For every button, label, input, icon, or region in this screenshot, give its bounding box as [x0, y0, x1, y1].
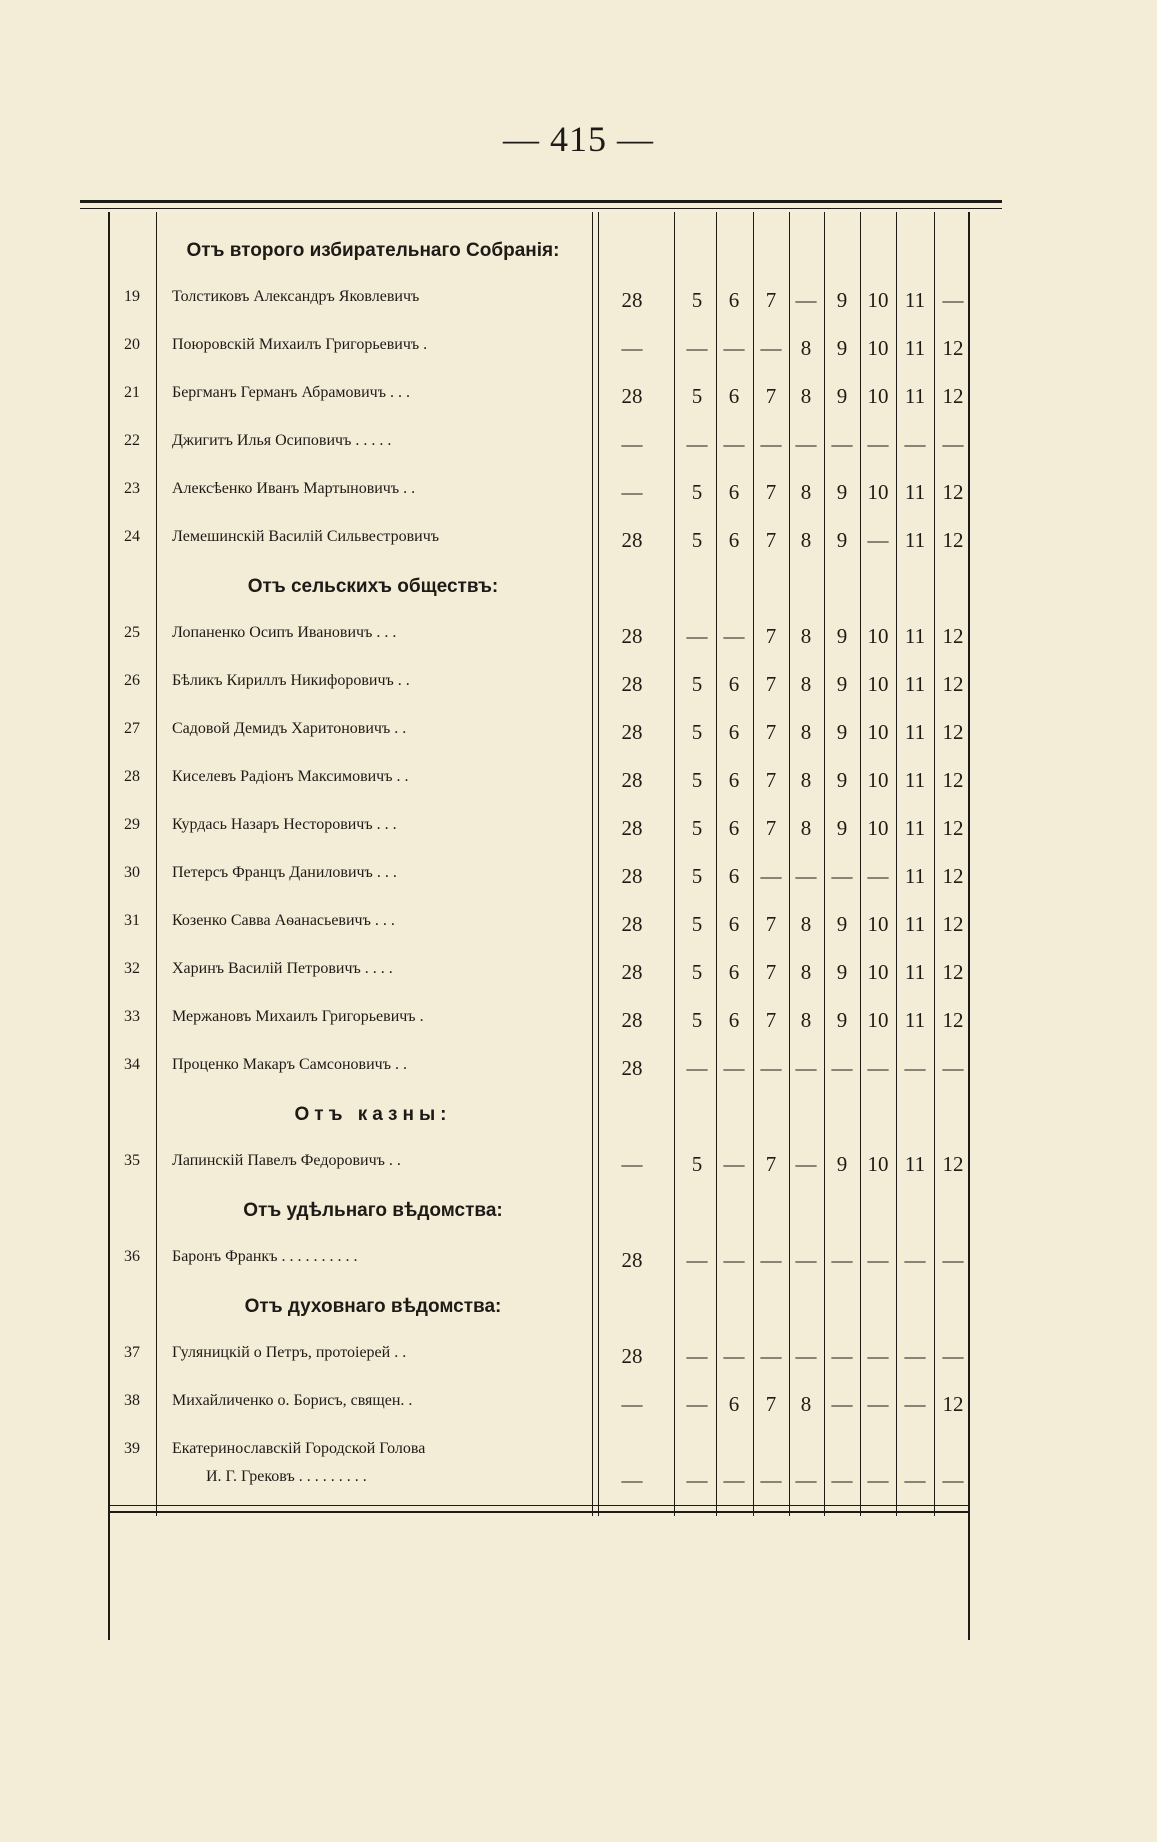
value-cell: — — [686, 1392, 708, 1416]
value-cell: — — [904, 1392, 926, 1416]
value-cell: 28 — [621, 816, 643, 840]
row-number: 38 — [124, 1392, 140, 1409]
value-cell: 11 — [904, 1152, 926, 1176]
value-cell: 28 — [621, 528, 643, 552]
column-rule — [156, 212, 157, 1516]
value-cell: — — [760, 1344, 782, 1368]
value-cell: 28 — [621, 1056, 643, 1080]
value-cell: — — [795, 1152, 817, 1176]
bottom-rule — [108, 1511, 968, 1513]
value-cell: — — [760, 1056, 782, 1080]
value-cell: 5 — [691, 528, 703, 552]
value-cell: 9 — [836, 624, 848, 648]
value-cell: 10 — [867, 816, 889, 840]
value-cell: — — [867, 1056, 889, 1080]
row-number: 31 — [124, 912, 140, 929]
value-cell: 6 — [728, 288, 740, 312]
value-cell: — — [867, 1468, 889, 1492]
value-cell: 8 — [800, 1392, 812, 1416]
member-name: Садовой Демидъ Харитоновичъ . . — [172, 720, 407, 737]
row-number: 29 — [124, 816, 140, 833]
row-number: 34 — [124, 1056, 140, 1073]
value-cell: — — [831, 1392, 853, 1416]
value-cell: — — [867, 1392, 889, 1416]
value-cell: 9 — [836, 528, 848, 552]
value-cell: 7 — [765, 672, 777, 696]
row-number: 32 — [124, 960, 140, 977]
value-cell: — — [867, 432, 889, 456]
value-cell: 11 — [904, 336, 926, 360]
value-cell: — — [723, 432, 745, 456]
value-cell: — — [795, 1344, 817, 1368]
column-rule — [753, 212, 754, 1516]
value-cell: 7 — [765, 816, 777, 840]
member-name: Киселевъ Радіонъ Максимовичъ . . — [172, 768, 409, 785]
bottom-rule-thin — [108, 1505, 968, 1506]
value-cell: 7 — [765, 288, 777, 312]
value-cell: — — [621, 1468, 643, 1492]
value-cell: 7 — [765, 528, 777, 552]
value-cell: — — [795, 864, 817, 888]
value-cell: 28 — [621, 720, 643, 744]
value-cell: 8 — [800, 336, 812, 360]
value-cell: — — [723, 336, 745, 360]
value-cell: — — [904, 1344, 926, 1368]
value-cell: 5 — [691, 720, 703, 744]
value-cell: — — [942, 1248, 964, 1272]
value-cell: — — [621, 432, 643, 456]
member-name: Харинъ Василій Петровичъ . . . . — [172, 960, 393, 977]
value-cell: 9 — [836, 960, 848, 984]
row-number: 24 — [124, 528, 140, 545]
value-cell: — — [760, 336, 782, 360]
value-cell: 5 — [691, 672, 703, 696]
value-cell: 8 — [800, 720, 812, 744]
value-cell: 12 — [942, 816, 964, 840]
value-cell: 7 — [765, 720, 777, 744]
value-cell: 7 — [765, 912, 777, 936]
value-cell: 8 — [800, 384, 812, 408]
value-cell: 28 — [621, 1008, 643, 1032]
value-cell: 7 — [765, 960, 777, 984]
row-number: 33 — [124, 1008, 140, 1025]
value-cell: 12 — [942, 912, 964, 936]
value-cell: 9 — [836, 768, 848, 792]
value-cell: 28 — [621, 864, 643, 888]
value-cell: 10 — [867, 720, 889, 744]
column-rule — [860, 212, 861, 1516]
value-cell: — — [723, 1056, 745, 1080]
row-number: 35 — [124, 1152, 140, 1169]
value-cell: — — [686, 432, 708, 456]
value-cell: — — [760, 864, 782, 888]
section-title: Отъ второго избирательнаго Собранія: — [186, 240, 560, 261]
member-name: Джигитъ Илья Осиповичъ . . . . . — [172, 432, 392, 449]
value-cell: — — [795, 288, 817, 312]
value-cell: 28 — [621, 912, 643, 936]
value-cell: 5 — [691, 864, 703, 888]
value-cell: — — [831, 1248, 853, 1272]
row-number: 39 — [124, 1440, 140, 1457]
value-cell: 7 — [765, 1152, 777, 1176]
member-name: Поюровскій Михаилъ Григорьевичъ . — [172, 336, 428, 353]
row-number: 22 — [124, 432, 140, 449]
value-cell: — — [795, 1468, 817, 1492]
value-cell: 10 — [867, 336, 889, 360]
value-cell: 9 — [836, 384, 848, 408]
value-cell: 11 — [904, 1008, 926, 1032]
value-cell: 6 — [728, 480, 740, 504]
member-name: Бергманъ Германъ Абрамовичъ . . . — [172, 384, 410, 401]
value-cell: 6 — [728, 528, 740, 552]
value-cell: — — [686, 336, 708, 360]
value-cell: — — [686, 1248, 708, 1272]
value-cell: — — [621, 336, 643, 360]
value-cell: 9 — [836, 288, 848, 312]
value-cell: 10 — [867, 480, 889, 504]
value-cell: 12 — [942, 672, 964, 696]
column-rule — [896, 212, 897, 1516]
top-rule — [80, 200, 1002, 203]
value-cell: 10 — [867, 288, 889, 312]
value-cell: 12 — [942, 528, 964, 552]
member-name: Проценко Макаръ Самсоновичъ . . — [172, 1056, 407, 1073]
page-number: — 415 — — [503, 119, 654, 159]
value-cell: 12 — [942, 1392, 964, 1416]
value-cell: 28 — [621, 960, 643, 984]
value-cell: 11 — [904, 864, 926, 888]
value-cell: — — [621, 1152, 643, 1176]
value-cell: 8 — [800, 768, 812, 792]
value-cell: 12 — [942, 720, 964, 744]
column-rule — [108, 212, 110, 1640]
value-cell: 12 — [942, 1008, 964, 1032]
value-cell: — — [942, 432, 964, 456]
row-number: 23 — [124, 480, 140, 497]
value-cell: — — [621, 480, 643, 504]
row-number: 28 — [124, 768, 140, 785]
value-cell: 6 — [728, 1392, 740, 1416]
column-rule — [592, 212, 593, 1516]
row-number: 25 — [124, 624, 140, 641]
column-rule — [598, 212, 599, 1516]
value-cell: 6 — [728, 384, 740, 408]
value-cell: 10 — [867, 960, 889, 984]
value-cell: 9 — [836, 672, 848, 696]
section-title: Отъ удѣльнаго вѣдомства: — [243, 1200, 503, 1221]
member-name: Курдась Назаръ Несторовичъ . . . — [172, 816, 397, 833]
value-cell: — — [904, 1468, 926, 1492]
value-cell: 8 — [800, 672, 812, 696]
value-cell: 5 — [691, 912, 703, 936]
value-cell: 12 — [942, 624, 964, 648]
value-cell: 10 — [867, 768, 889, 792]
value-cell: — — [831, 1344, 853, 1368]
member-name: Толстиковъ Александръ Яковлевичъ — [172, 288, 420, 305]
value-cell: — — [867, 1344, 889, 1368]
value-cell: 11 — [904, 288, 926, 312]
value-cell: 9 — [836, 912, 848, 936]
value-cell: 10 — [867, 1152, 889, 1176]
column-rule — [716, 212, 717, 1516]
value-cell: — — [904, 432, 926, 456]
value-cell: 11 — [904, 768, 926, 792]
member-name: Козенко Савва Аѳанасьевичъ . . . — [172, 912, 395, 929]
value-cell: 11 — [904, 624, 926, 648]
value-cell: — — [723, 1248, 745, 1272]
value-cell: 6 — [728, 672, 740, 696]
value-cell: 12 — [942, 480, 964, 504]
value-cell: — — [723, 1152, 745, 1176]
value-cell: 6 — [728, 1008, 740, 1032]
member-name: Баронъ Франкъ . . . . . . . . . . — [172, 1248, 358, 1265]
row-number: 30 — [124, 864, 140, 881]
value-cell: 11 — [904, 816, 926, 840]
value-cell: 10 — [867, 1008, 889, 1032]
value-cell: — — [831, 864, 853, 888]
value-cell: 7 — [765, 1008, 777, 1032]
value-cell: 7 — [765, 480, 777, 504]
value-cell: 8 — [800, 960, 812, 984]
value-cell: 28 — [621, 288, 643, 312]
value-cell: 10 — [867, 672, 889, 696]
value-cell: 28 — [621, 1344, 643, 1368]
value-cell: 6 — [728, 912, 740, 936]
value-cell: 12 — [942, 864, 964, 888]
member-name: Лапинскій Павелъ Федоровичъ . . — [172, 1152, 401, 1169]
value-cell: 8 — [800, 1008, 812, 1032]
value-cell: 8 — [800, 528, 812, 552]
value-cell: 5 — [691, 1152, 703, 1176]
value-cell: 5 — [691, 768, 703, 792]
value-cell: 7 — [765, 624, 777, 648]
value-cell: 6 — [728, 720, 740, 744]
member-name: Алексѣенко Иванъ Мартыновичъ . . — [172, 480, 416, 497]
value-cell: — — [867, 1248, 889, 1272]
value-cell: — — [942, 1056, 964, 1080]
value-cell: — — [867, 864, 889, 888]
value-cell: 8 — [800, 624, 812, 648]
column-rule — [968, 212, 970, 1640]
value-cell: — — [942, 1344, 964, 1368]
value-cell: 9 — [836, 816, 848, 840]
column-rule — [789, 212, 790, 1516]
value-cell: 9 — [836, 720, 848, 744]
row-number: 21 — [124, 384, 140, 401]
top-rule-thin — [80, 208, 1002, 209]
value-cell: 6 — [728, 768, 740, 792]
value-cell: 5 — [691, 384, 703, 408]
value-cell: — — [686, 1344, 708, 1368]
value-cell: 7 — [765, 384, 777, 408]
value-cell: 11 — [904, 480, 926, 504]
value-cell: — — [723, 1344, 745, 1368]
value-cell: 5 — [691, 1008, 703, 1032]
section-title: Отъ духовнаго вѣдомства: — [244, 1296, 502, 1317]
member-name: Гуляницкій о Петръ, протоіерей . . — [172, 1344, 407, 1361]
value-cell: 9 — [836, 1008, 848, 1032]
value-cell: 28 — [621, 1248, 643, 1272]
value-cell: 8 — [800, 912, 812, 936]
value-cell: — — [686, 1056, 708, 1080]
value-cell: — — [904, 1056, 926, 1080]
member-name: Лопаненко Осипъ Ивановичъ . . . — [172, 624, 397, 641]
value-cell: 28 — [621, 672, 643, 696]
value-cell: 10 — [867, 384, 889, 408]
member-name: Михайличенко о. Борисъ, священ. . — [172, 1392, 413, 1409]
column-rule — [934, 212, 935, 1516]
section-title: Отъ сельскихъ обществъ: — [247, 576, 499, 597]
value-cell: — — [942, 288, 964, 312]
value-cell: 5 — [691, 480, 703, 504]
value-cell: — — [621, 1392, 643, 1416]
value-cell: 10 — [867, 624, 889, 648]
value-cell: 7 — [765, 768, 777, 792]
column-rule — [674, 212, 675, 1516]
value-cell: — — [831, 1468, 853, 1492]
value-cell: 28 — [621, 384, 643, 408]
value-cell: 11 — [904, 912, 926, 936]
value-cell: — — [867, 528, 889, 552]
row-number: 27 — [124, 720, 140, 737]
value-cell: 6 — [728, 816, 740, 840]
value-cell: 9 — [836, 480, 848, 504]
value-cell: 11 — [904, 720, 926, 744]
member-name: Мержановъ Михаилъ Григорьевичъ . — [172, 1008, 424, 1025]
row-number: 19 — [124, 288, 140, 305]
value-cell: 12 — [942, 336, 964, 360]
value-cell: 28 — [621, 768, 643, 792]
value-cell: 7 — [765, 1392, 777, 1416]
member-name: Лемешинскій Василій Сильвестровичъ — [172, 528, 440, 545]
value-cell: — — [795, 432, 817, 456]
member-name: Екатеринославскій Городской Голова — [172, 1440, 426, 1457]
member-name-continued: И. Г. Грековъ . . . . . . . . . — [206, 1468, 367, 1485]
value-cell: 11 — [904, 960, 926, 984]
member-name: Бѣликъ Кириллъ Никифоровичъ . . — [172, 672, 410, 689]
value-cell: 12 — [942, 768, 964, 792]
value-cell: 9 — [836, 1152, 848, 1176]
row-number: 36 — [124, 1248, 140, 1265]
value-cell: — — [686, 624, 708, 648]
value-cell: 28 — [621, 624, 643, 648]
section-title: Отъ казны: — [294, 1104, 452, 1125]
value-cell: — — [942, 1468, 964, 1492]
value-cell: — — [795, 1248, 817, 1272]
value-cell: 6 — [728, 960, 740, 984]
value-cell: 5 — [691, 288, 703, 312]
value-cell: — — [686, 1468, 708, 1492]
value-cell: — — [760, 432, 782, 456]
value-cell: — — [723, 1468, 745, 1492]
value-cell: 11 — [904, 528, 926, 552]
value-cell: 5 — [691, 960, 703, 984]
value-cell: 11 — [904, 384, 926, 408]
value-cell: 5 — [691, 816, 703, 840]
value-cell: 10 — [867, 912, 889, 936]
value-cell: 11 — [904, 672, 926, 696]
value-cell: 9 — [836, 336, 848, 360]
value-cell: 6 — [728, 864, 740, 888]
value-cell: — — [760, 1468, 782, 1492]
row-number: 20 — [124, 336, 140, 353]
value-cell: — — [795, 1056, 817, 1080]
value-cell: — — [831, 1056, 853, 1080]
value-cell: 8 — [800, 816, 812, 840]
row-number: 26 — [124, 672, 140, 689]
value-cell: 12 — [942, 960, 964, 984]
value-cell: 12 — [942, 1152, 964, 1176]
value-cell: — — [760, 1248, 782, 1272]
value-cell: — — [904, 1248, 926, 1272]
value-cell: — — [723, 624, 745, 648]
value-cell: 8 — [800, 480, 812, 504]
value-cell: — — [831, 432, 853, 456]
member-name: Петерсъ Францъ Даниловичъ . . . — [172, 864, 397, 881]
value-cell: 12 — [942, 384, 964, 408]
row-number: 37 — [124, 1344, 140, 1361]
column-rule — [824, 212, 825, 1516]
